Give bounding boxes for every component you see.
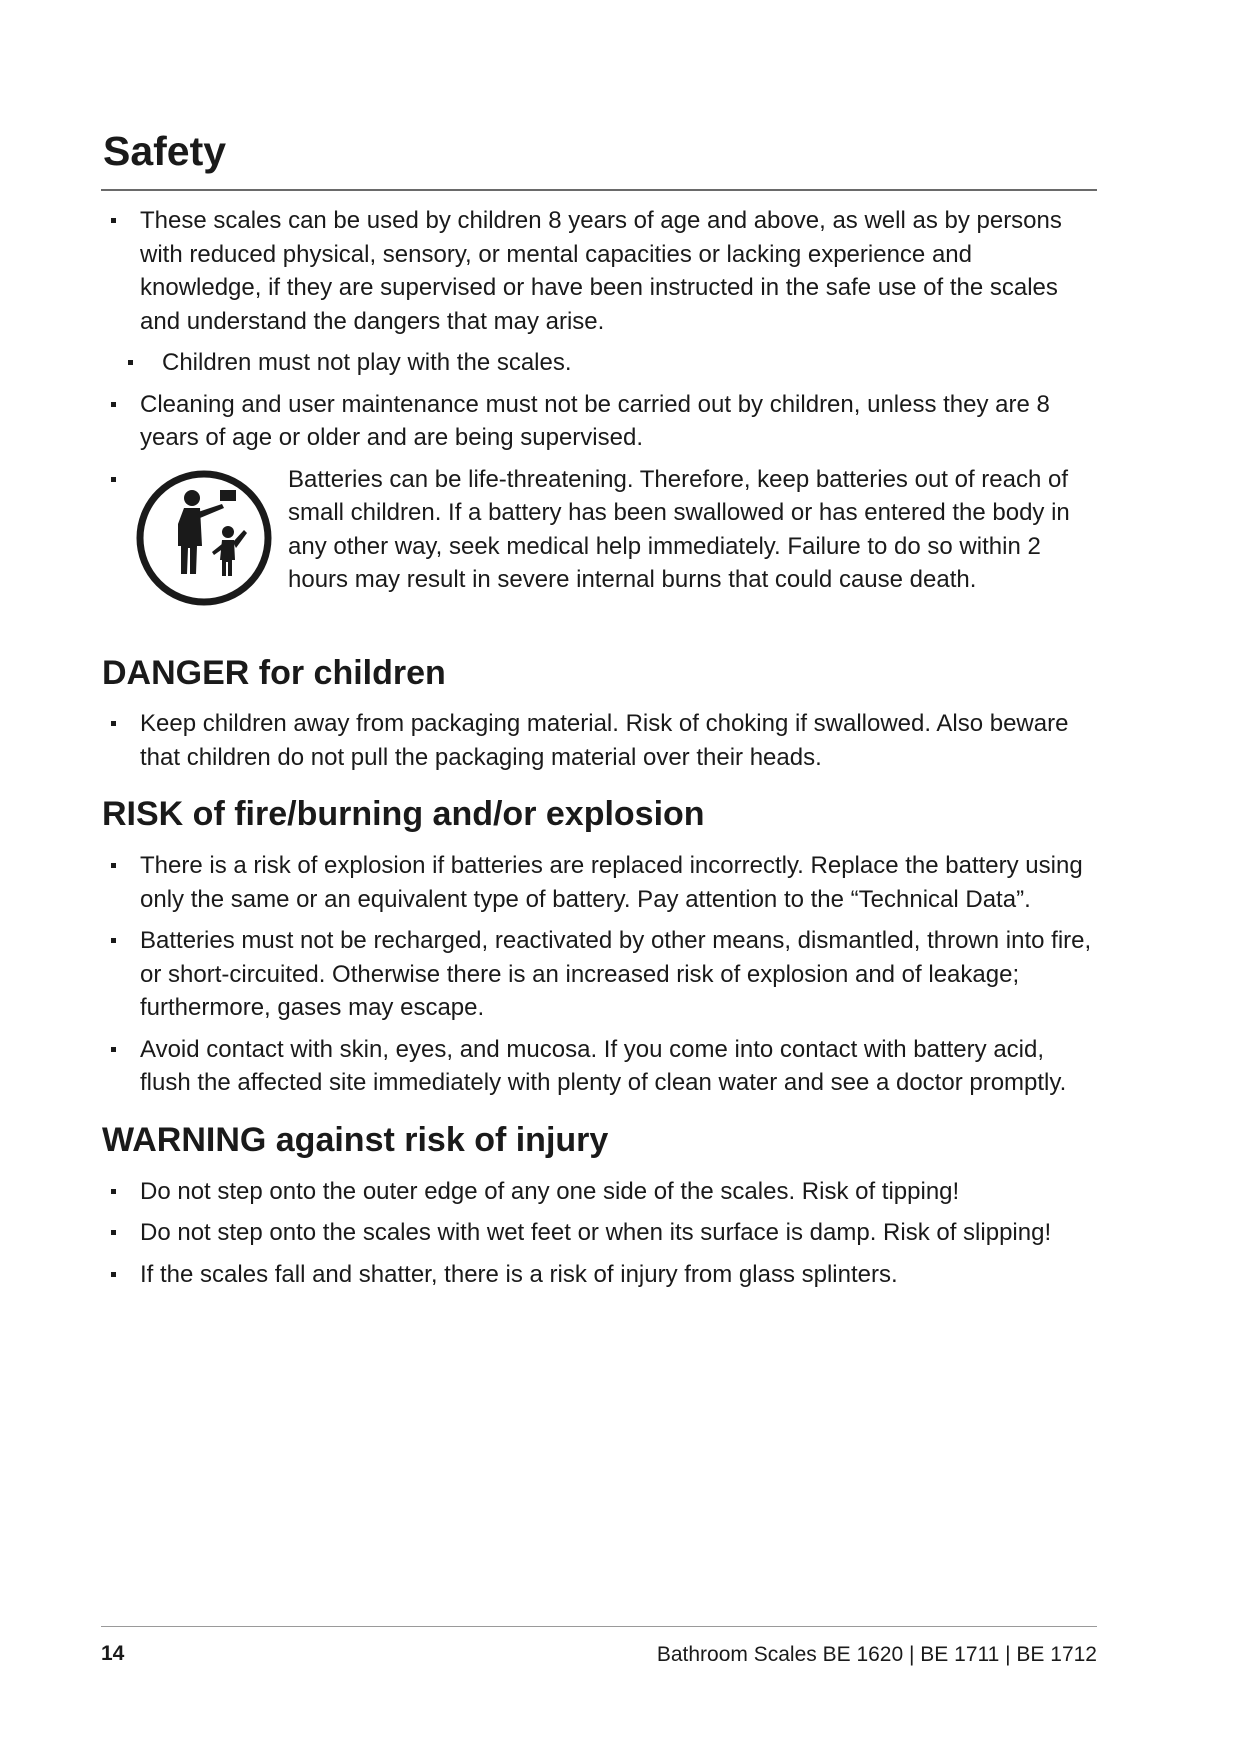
- section-heading-injury-warning: WARNING against risk of injury: [102, 1120, 609, 1159]
- list-item: Do not step onto the scales with wet feet or when its surface is damp. Risk of slipping!: [101, 1216, 1097, 1250]
- list-item: These scales can be used by children 8 years of age and above, as well as by persons with reduced physical, sensory, or mental capacities or lacking experience and knowledge, if they are supervised or have been instructed in the safe use of the scales and understand the dangers that may arise.: [101, 204, 1097, 338]
- list-item: There is a risk of explosion if batteries are replaced incorrectly. Replace the battery using only the same or an equivalent type of battery. Pay attention to the “Technical Data”.: [101, 849, 1097, 916]
- section-heading-fire-risk: RISK of fire/burning and/or explosion: [102, 795, 705, 834]
- battery-warning-text: Batteries can be life-threatening. Therefore, keep batteries out of reach of small children. If a battery has been swallowed or has entered the body in any other way, seek medical help immediately. Failure to do so within 2 hours may result in severe internal burns that could cause death.: [288, 465, 1070, 594]
- page-number: 14: [101, 1642, 125, 1665]
- keep-away-from-children-icon: [134, 468, 274, 608]
- list-item: Do not step onto the outer edge of any one side of the scales. Risk of tipping!: [101, 1175, 1097, 1209]
- title-underline: [101, 189, 1097, 191]
- list-item: Cleaning and user maintenance must not be carried out by children, unless they are 8 years of age or older and are being supervised.: [101, 388, 1097, 455]
- page-title: Safety: [103, 128, 227, 174]
- list-item: Children must not play with the scales.: [101, 346, 1097, 380]
- list-item: Avoid contact with skin, eyes, and mucosa. If you come into contact with battery acid, flush the affected site immediately with plenty of clean water and see a doctor promptly.: [101, 1033, 1097, 1100]
- battery-warning-item: [101, 463, 1097, 633]
- list-item: Keep children away from packaging material. Risk of choking if swallowed. Also beware that children do not pull the packaging material over their heads.: [101, 707, 1097, 774]
- list-item: Batteries must not be recharged, reactivated by other means, dismantled, thrown into fire, or short-circuited. Otherwise there is an increased risk of explosion and of leakage; furthermore, gases may escape.: [101, 924, 1097, 1025]
- section-heading-danger: DANGER for children: [102, 653, 446, 692]
- page-content: [101, 128, 1097, 1311]
- injury-warning-list: [101, 1175, 1097, 1292]
- danger-list: [101, 707, 1097, 774]
- footer-product-title: Bathroom Scales BE 1620 | BE 1711 | BE 1712: [656, 1643, 1097, 1666]
- list-item: If the scales fall and shatter, there is a risk of injury from glass splinters.: [101, 1258, 1097, 1292]
- footer-divider: [101, 1626, 1097, 1627]
- safety-intro-list: [101, 204, 1097, 633]
- fire-risk-list: [101, 849, 1097, 1100]
